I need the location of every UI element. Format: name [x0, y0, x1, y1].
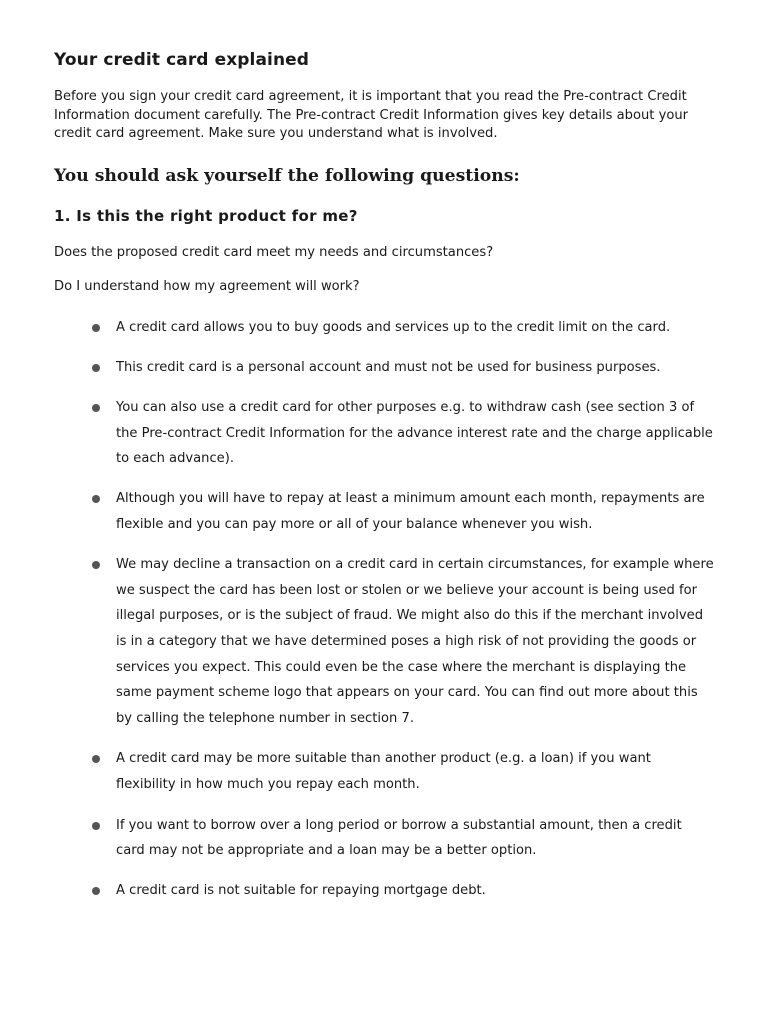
questions-heading: You should ask yourself the following questions:	[54, 166, 520, 186]
list-item	[54, 552, 714, 731]
bullet-icon	[92, 887, 100, 895]
question-paragraph: Does the proposed credit card meet my needs and circumstances?	[54, 245, 494, 260]
question-paragraph: Do I understand how my agreement will work?	[54, 279, 360, 294]
list-item-text: A credit card is not suitable for repaying mortgage debt.	[116, 882, 486, 898]
list-item-text: A credit card may be more suitable than another product (e.g. a loan) if you want flexibility in how much you repay each month.	[116, 751, 651, 792]
list-item-text: Although you will have to repay at least a minimum amount each month, repayments are flexible and you can pay more or all of your balance whenever you wish.	[116, 490, 705, 532]
bullet-icon	[92, 324, 100, 332]
bullet-list	[54, 315, 714, 903]
intro-paragraph: Before you sign your credit card agreement, it is important that you read the Pre-contract Credit Information document carefully. The Pre-contract Credit Information gives key details about your credit card agreement. Make sure you understand what is involved.	[54, 89, 689, 141]
bullet-icon	[92, 755, 100, 763]
bullet-icon	[92, 404, 100, 412]
list-item-text: We may decline a transaction on a credit card in certain circumstances, for example where we suspect the card has been lost or stolen or we believe your account is being used for illegal purposes, or is the subject of fraud. We might also do this if the merchant involved is in a category that we have determined poses a high risk of not providing the goods or services you expect. This could even be the case where the merchant is displaying the same payment scheme logo that appears on your card. You can find out more about this by calling the telephone number in section 7.	[116, 557, 714, 726]
list-item	[54, 878, 714, 904]
list-item	[54, 315, 714, 341]
list-item-text: A credit card allows you to buy goods and services up to the credit limit on the card.	[116, 320, 671, 335]
list-item	[54, 486, 714, 537]
page-title: Your credit card explained	[54, 50, 310, 70]
list-item	[54, 746, 714, 797]
list-item	[54, 355, 714, 381]
bullet-icon	[92, 495, 100, 503]
list-item-text: This credit card is a personal account and must not be used for business purposes.	[116, 359, 661, 375]
list-item	[54, 395, 714, 472]
list-item-text: If you want to borrow over a long period or borrow a substantial amount, then a credit card may not be appropriate and a loan may be a better option.	[116, 817, 682, 859]
list-item	[54, 813, 714, 864]
bullet-icon	[92, 822, 100, 830]
section-1-heading: 1. Is this the right product for me?	[54, 207, 358, 225]
list-item-text: You can also use a credit card for other purposes e.g. to withdraw cash (see section 3 of the Pre-contract Credit Information for the advance interest rate and the charge applicable to each advance).	[116, 400, 713, 467]
bullet-icon	[92, 364, 100, 372]
bullet-icon	[92, 561, 100, 569]
